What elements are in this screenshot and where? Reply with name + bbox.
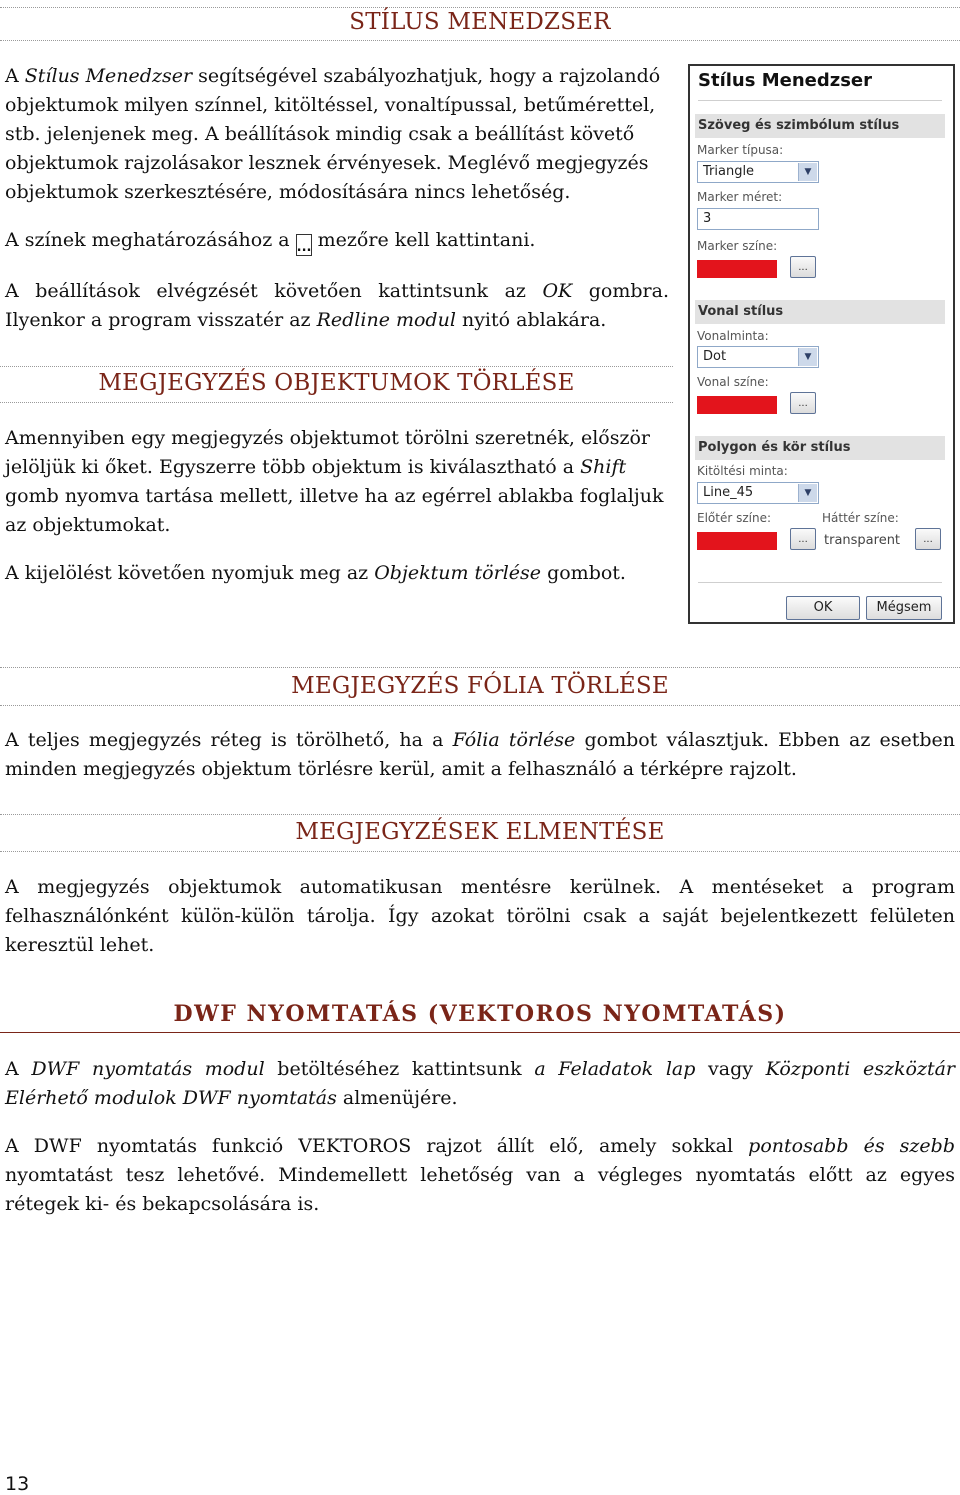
- marker-type-label: Marker típusa:: [697, 143, 784, 157]
- heading-elmentese: MEGJEGYZÉSEK ELMENTÉSE: [295, 819, 665, 845]
- bg-color-button[interactable]: ...: [915, 528, 941, 550]
- ok-button[interactable]: OK: [786, 596, 860, 620]
- fill-pattern-select[interactable]: Line_45 ▼: [697, 482, 819, 504]
- marker-color-label: Marker színe:: [697, 239, 778, 253]
- line-pattern-label: Vonalminta:: [697, 329, 769, 343]
- marker-color-button[interactable]: ...: [790, 256, 816, 278]
- chevron-down-icon: ▼: [798, 484, 817, 502]
- fg-color-button[interactable]: ...: [790, 528, 816, 550]
- paragraph-szinek: A színek meghatározásához a ... mezőre kell kattintani.: [5, 229, 536, 255]
- marker-size-label: Marker méret:: [697, 190, 783, 204]
- marker-type-select[interactable]: Triangle ▼: [697, 161, 819, 183]
- chevron-down-icon: ▼: [798, 163, 817, 181]
- rule-obj-torles-top: [0, 366, 673, 367]
- line-color-label: Vonal színe:: [697, 375, 769, 389]
- stilus-menedzser-dialog: [688, 64, 955, 624]
- paragraph-folia-torles: A teljes megjegyzés réteg is törölhető, ha a Fólia törlése gombot választjuk. Ebben az esetben minden megjegyzés objektum törlésre kerül, amit a felhasználó a térképre rajzolt.: [5, 729, 956, 780]
- section-text-symbol-style: Szöveg és szimbólum stílus: [695, 114, 945, 138]
- heading-rule: [0, 40, 960, 41]
- dialog-footer-separator: [698, 582, 942, 583]
- line-pattern-select[interactable]: Dot ▼: [697, 346, 819, 368]
- heading-objektumok-torlese: MEGJEGYZÉS OBJEKTUMOK TÖRLÉSE: [98, 370, 575, 396]
- inline-dots-button-icon: ...: [296, 234, 312, 256]
- paragraph-dwf-vektoros: A DWF nyomtatás funkció VEKTOROS rajzot állít elő, amely sokkal pontosabb és szebb nyomtatást tesz lehetővé. Mindemellett lehetőség van a végleges nyomtatás előtt az egyes rétegek ki- és bekapcsolására is.: [5, 1135, 955, 1215]
- section-line-style: Vonal stílus: [695, 300, 945, 324]
- cancel-button[interactable]: Mégsem: [866, 596, 942, 620]
- dialog-title-separator: [698, 100, 942, 101]
- rule-dwf: [0, 1032, 960, 1033]
- heading-folia-torlese: MEGJEGYZÉS FÓLIA TÖRLÉSE: [291, 673, 669, 699]
- rule-folia-top: [0, 667, 960, 668]
- marker-size-input[interactable]: 3: [697, 208, 819, 230]
- page-number: 13: [5, 1473, 30, 1495]
- fg-color-label: Előtér színe:: [697, 511, 772, 525]
- rule-obj-torles-bottom: [0, 402, 673, 403]
- rule-mentes-top: [0, 814, 960, 815]
- rule-mentes-bottom: [0, 851, 960, 852]
- section-polygon-style: Polygon és kör stílus: [695, 436, 945, 460]
- paragraph-stilus-intro: A Stílus Menedzser segítségével szabályozhatjuk, hogy a rajzolandó objektumok milyen színnel, kitöltéssel, vonaltípussal, betűmérettel, stb. jelenjenek meg. A beállítások mindig csak a beállítást követő objektumok rajzolásakor lesznek érvényesek. Meglévő megjegyzés objektumok szerkesztésére, módosítására nincs lehetőség.: [5, 65, 661, 203]
- paragraph-dwf-betoltes: A DWF nyomtatás modul betöltéséhez kattintsunk a Feladatok lap vagy Központi eszköztár Elérhető modulok DWF nyomtatás almenüjére.: [5, 1058, 956, 1109]
- bg-color-label: Háttér színe:: [822, 511, 899, 525]
- paragraph-kijeloles: A kijelölést követően nyomjuk meg az Objektum törlése gombot.: [5, 562, 626, 584]
- paragraph-mentes: A megjegyzés objektumok automatikusan mentésre kerülnek. A mentéseket a program felhasználónként külön-külön tárolja. Így azokat törölni csak a saját bejelentkezett felületen keresztül lehet.: [5, 876, 955, 956]
- line-color-swatch: [697, 396, 777, 414]
- top-rule: [0, 7, 960, 8]
- dialog-title: Stílus Menedzser: [698, 70, 873, 91]
- paragraph-obj-torles: Amennyiben egy megjegyzés objektumot törölni szeretnék, először jelöljük ki őket. Egyszerre több objektum is kiválasztható a Shift gomb nyomva tartása mellett, illetve ha az egérrel ablakba foglaljuk az objektumokat.: [5, 427, 664, 536]
- fill-pattern-label: Kitöltési minta:: [697, 464, 788, 478]
- line-color-button[interactable]: ...: [790, 392, 816, 414]
- heading-dwf-nyomtatas: DWF NYOMTATÁS (VEKTOROS NYOMTATÁS): [173, 1001, 787, 1027]
- chevron-down-icon: ▼: [798, 348, 817, 366]
- marker-color-swatch: [697, 260, 777, 278]
- bg-color-value: transparent: [824, 533, 901, 548]
- rule-folia-bottom: [0, 705, 960, 706]
- paragraph-ok-gomb: A beállítások elvégzését követően kattintsunk az OK gombra. Ilyenkor a program visszatér az Redline modul nyitó ablakára.: [5, 280, 669, 331]
- heading-stilus-menedzser: STÍLUS MENEDZSER: [349, 9, 611, 35]
- fg-color-swatch: [697, 532, 777, 550]
